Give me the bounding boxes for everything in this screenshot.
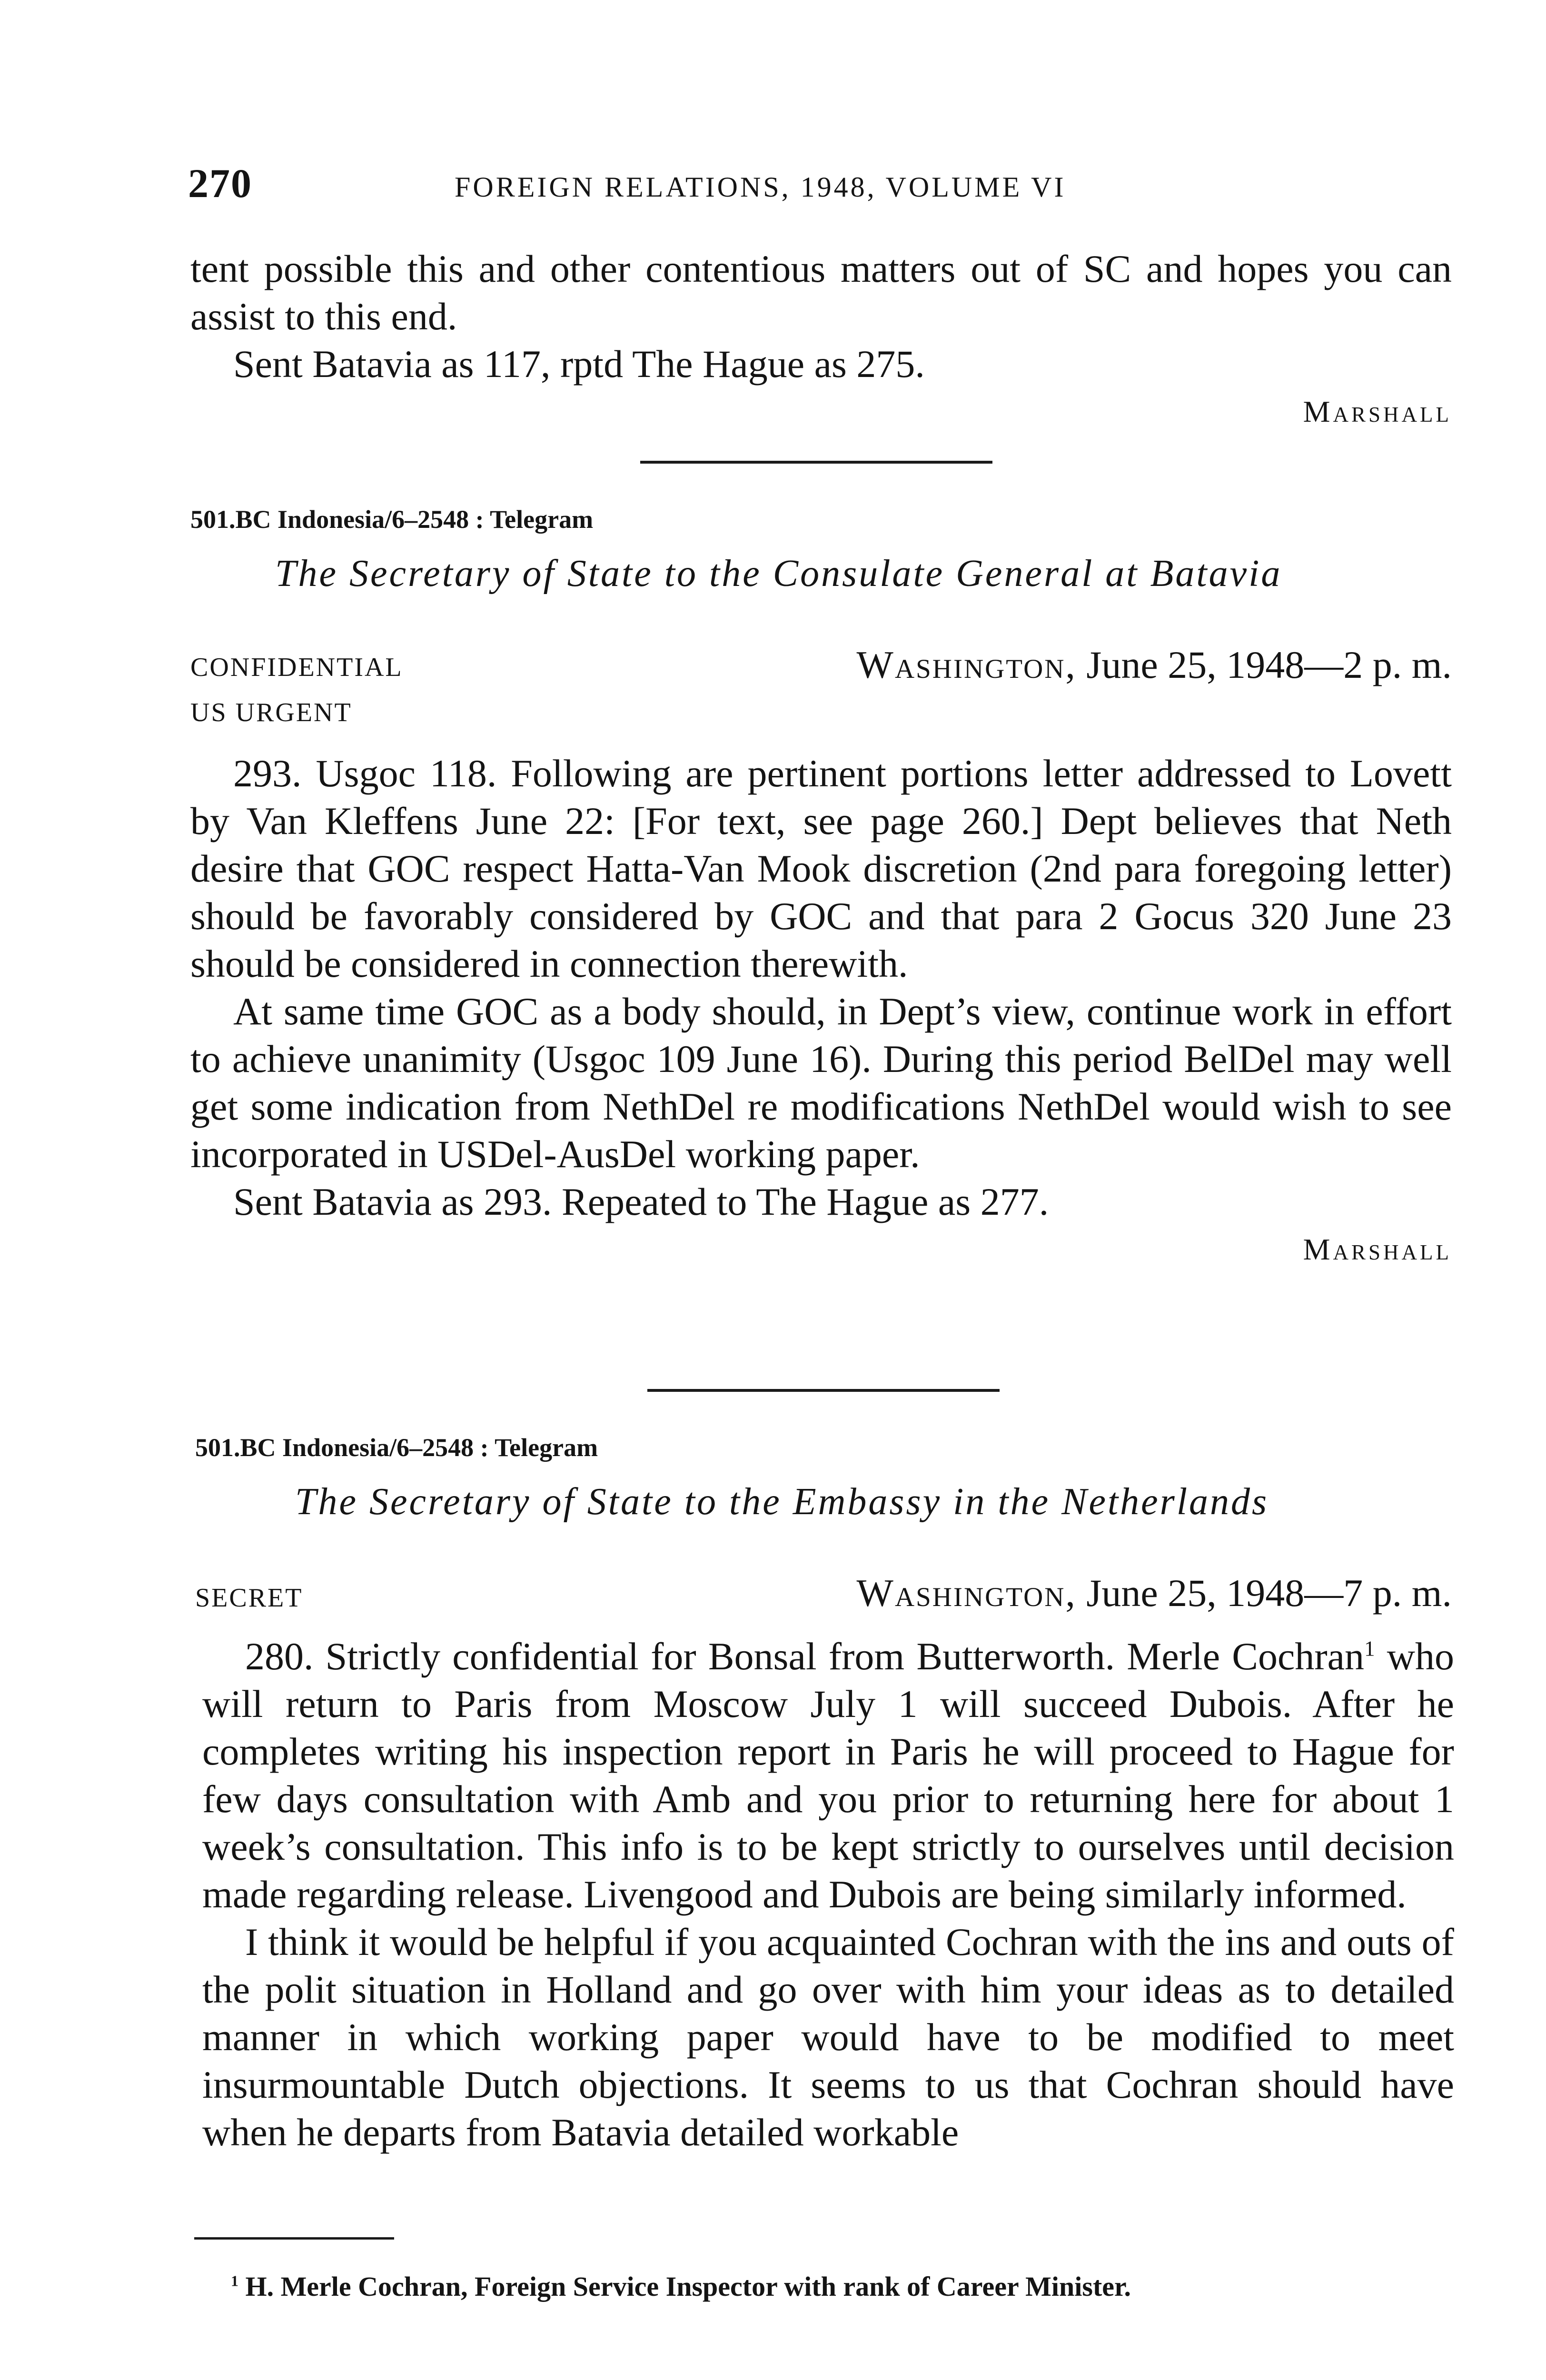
doc2-title: The Secretary of State to the Embassy in the Netherlands — [295, 1481, 1269, 1523]
doc1-body — [190, 750, 1452, 1273]
doc1-dateline-place: Washington, — [856, 643, 1077, 686]
doc1-paragraph-3: Sent Batavia as 293. Repeated to The Hague as 277. — [233, 1180, 1049, 1223]
doc2-dateline-place: Washington, — [856, 1571, 1077, 1615]
doc1-dateline-date: June 25, 1948—2 p. m. — [1086, 643, 1452, 686]
doc1-title: The Secretary of State to the Consulate General at Batavia — [275, 553, 1282, 595]
doc2-dateline — [857, 1571, 1452, 1616]
section-divider-1 — [640, 461, 992, 464]
page-header — [188, 159, 1454, 217]
running-head: FOREIGN RELATIONS, 1948, VOLUME VI — [455, 171, 1066, 203]
doc2-paragraph-2: I think it would be helpful if you acquainted Cochran with the ins and outs of the polit situation in Holland and go over with him your ideas as to detailed manner in which working paper would have to be modified to meet insurmountable Dutch objections. It seems to us that Cochran should have when he departs from Batavia detailed workable — [202, 1920, 1454, 2154]
continuation-block — [190, 245, 1452, 436]
doc1-file-ref: 501.BC Indonesia/6–2548 : Telegram — [190, 505, 594, 534]
footnote-divider — [194, 2237, 394, 2240]
doc2-paragraph-1-start: 280. Strictly confidential for Bonsal from Butterworth. Merle Cochran — [245, 1635, 1365, 1678]
footnote-text: H. Merle Cochran, Foreign Service Inspector with rank of Career Minister. — [245, 2271, 1131, 2302]
continuation-sent-line: Sent Batavia as 117, rptd The Hague as 275. — [233, 342, 925, 386]
doc1-paragraph-1: 293. Usgoc 118. Following are pertinent portions letter addressed to Lovett by Van Kleffens June 22: [For text, see page 260.] Dept believes that Neth desire that GOC respect Hatta-Van Mook discretion (2nd para foregoing letter) should be favorably considered by GOC and that para 2 Gocus 320 June 23 should be considered in connection therewith. — [190, 752, 1452, 985]
doc1-classification: CONFIDENTIAL — [190, 653, 403, 682]
page-number: 270 — [188, 160, 252, 206]
footnote-reference-marker: 1 — [1364, 1636, 1375, 1661]
footnote-marker: 1 — [231, 2272, 238, 2290]
doc2-paragraph-1 — [202, 1633, 1454, 1918]
doc2-body — [202, 1633, 1454, 2156]
doc2-paragraph-1-rest: who will return to Paris from Moscow July 1 will succeed Dubois. After he completes writing his inspection report in Paris he will proceed to Hague for few days consultation with Amb and you prior to returning here for about 1 week’s consultation. This info is to be kept strictly to ourselves until decision made regarding release. Livengood and Dubois are being similarly informed. — [202, 1635, 1454, 1916]
section-divider-2 — [647, 1389, 1000, 1392]
doc1-dateline — [857, 643, 1452, 687]
doc1-signature: Marshall — [1303, 1232, 1452, 1266]
continuation-signature: Marshall — [1303, 395, 1452, 428]
continuation-paragraph: tent possible this and other contentious matters out of SC and hopes you can assist to this end. — [190, 247, 1452, 338]
doc2-classification: SECRET — [195, 1583, 303, 1613]
doc2-dateline-date: June 25, 1948—7 p. m. — [1086, 1571, 1452, 1615]
doc1-paragraph-2: At same time GOC as a body should, in Dept’s view, continue work in effort to achieve unanimity (Usgoc 109 June 16). During this period BelDel may well get some indication from NethDel re modifications NethDel would wish to see incorporated in USDel-AusDel working paper. — [190, 990, 1452, 1176]
footnote — [231, 2271, 1131, 2302]
doc1-urgency: US URGENT — [190, 698, 352, 727]
doc2-file-ref: 501.BC Indonesia/6–2548 : Telegram — [195, 1433, 598, 1462]
